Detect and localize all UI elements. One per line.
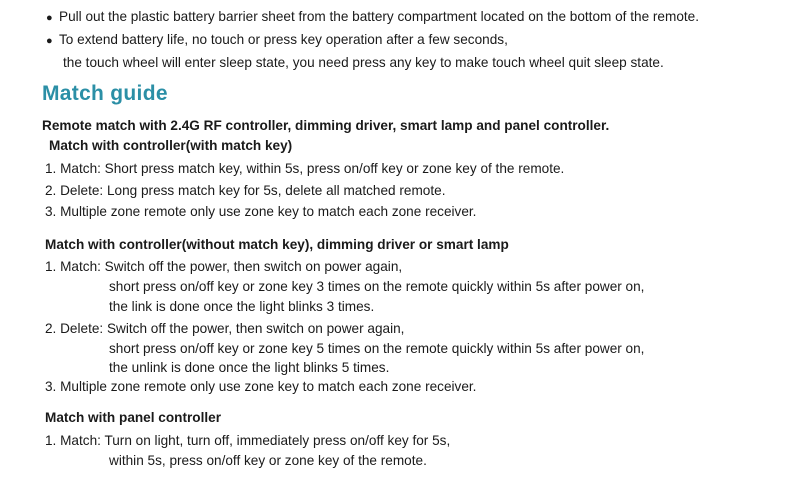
battery-note-1-text: Pull out the plastic battery barrier sheet from the battery compartment located on the bottom of the remote. <box>59 9 699 24</box>
section2-item-3: 3. Multiple zone remote only use zone key to match each zone receiver. <box>45 379 477 394</box>
section2-item-1-line-1: 1. Match: Switch off the power, then switch on power again, <box>45 259 403 274</box>
section1-item-1: 1. Match: Short press match key, within 5s, press on/off key or zone key of the remote. <box>45 161 565 176</box>
section2-item-1-line-2: short press on/off key or zone key 3 times on the remote quickly within 5s after power on, <box>109 279 645 294</box>
section2-item-2-line-2: short press on/off key or zone key 5 times on the remote quickly within 5s after power on, <box>109 341 645 356</box>
section-heading-without-match-key: Match with controller(without match key), dimming driver or smart lamp <box>45 237 509 252</box>
battery-note-2 <box>46 31 508 50</box>
section2-item-1-line-3: the link is done once the light blinks 3 times. <box>109 299 375 314</box>
match-guide-intro: Remote match with 2.4G RF controller, dimming driver, smart lamp and panel controller. <box>42 118 610 133</box>
section2-item-2-line-1: 2. Delete: Switch off the power, then switch on power again, <box>45 321 405 336</box>
bullet-icon: ● <box>46 12 53 24</box>
section2-item-2-line-3: the unlink is done once the light blinks 5 times. <box>109 360 390 375</box>
match-guide-title: Match guide <box>42 82 168 105</box>
section3-item-1-line-1: 1. Match: Turn on light, turn off, immediately press on/off key for 5s, <box>45 433 451 448</box>
section3-item-1-line-2: within 5s, press on/off key or zone key of the remote. <box>109 453 427 468</box>
section-heading-panel-controller: Match with panel controller <box>45 410 221 425</box>
battery-note-2-text: To extend battery life, no touch or press key operation after a few seconds, <box>59 32 508 47</box>
battery-note-2-continued: the touch wheel will enter sleep state, you need press any key to make touch wheel quit sleep state. <box>63 55 664 70</box>
section-heading-with-match-key: Match with controller(with match key) <box>49 138 293 153</box>
section1-item-3: 3. Multiple zone remote only use zone key to match each zone receiver. <box>45 204 477 219</box>
bullet-icon: ● <box>46 35 53 47</box>
battery-note-1 <box>46 8 699 27</box>
section1-item-2: 2. Delete: Long press match key for 5s, delete all matched remote. <box>45 183 446 198</box>
